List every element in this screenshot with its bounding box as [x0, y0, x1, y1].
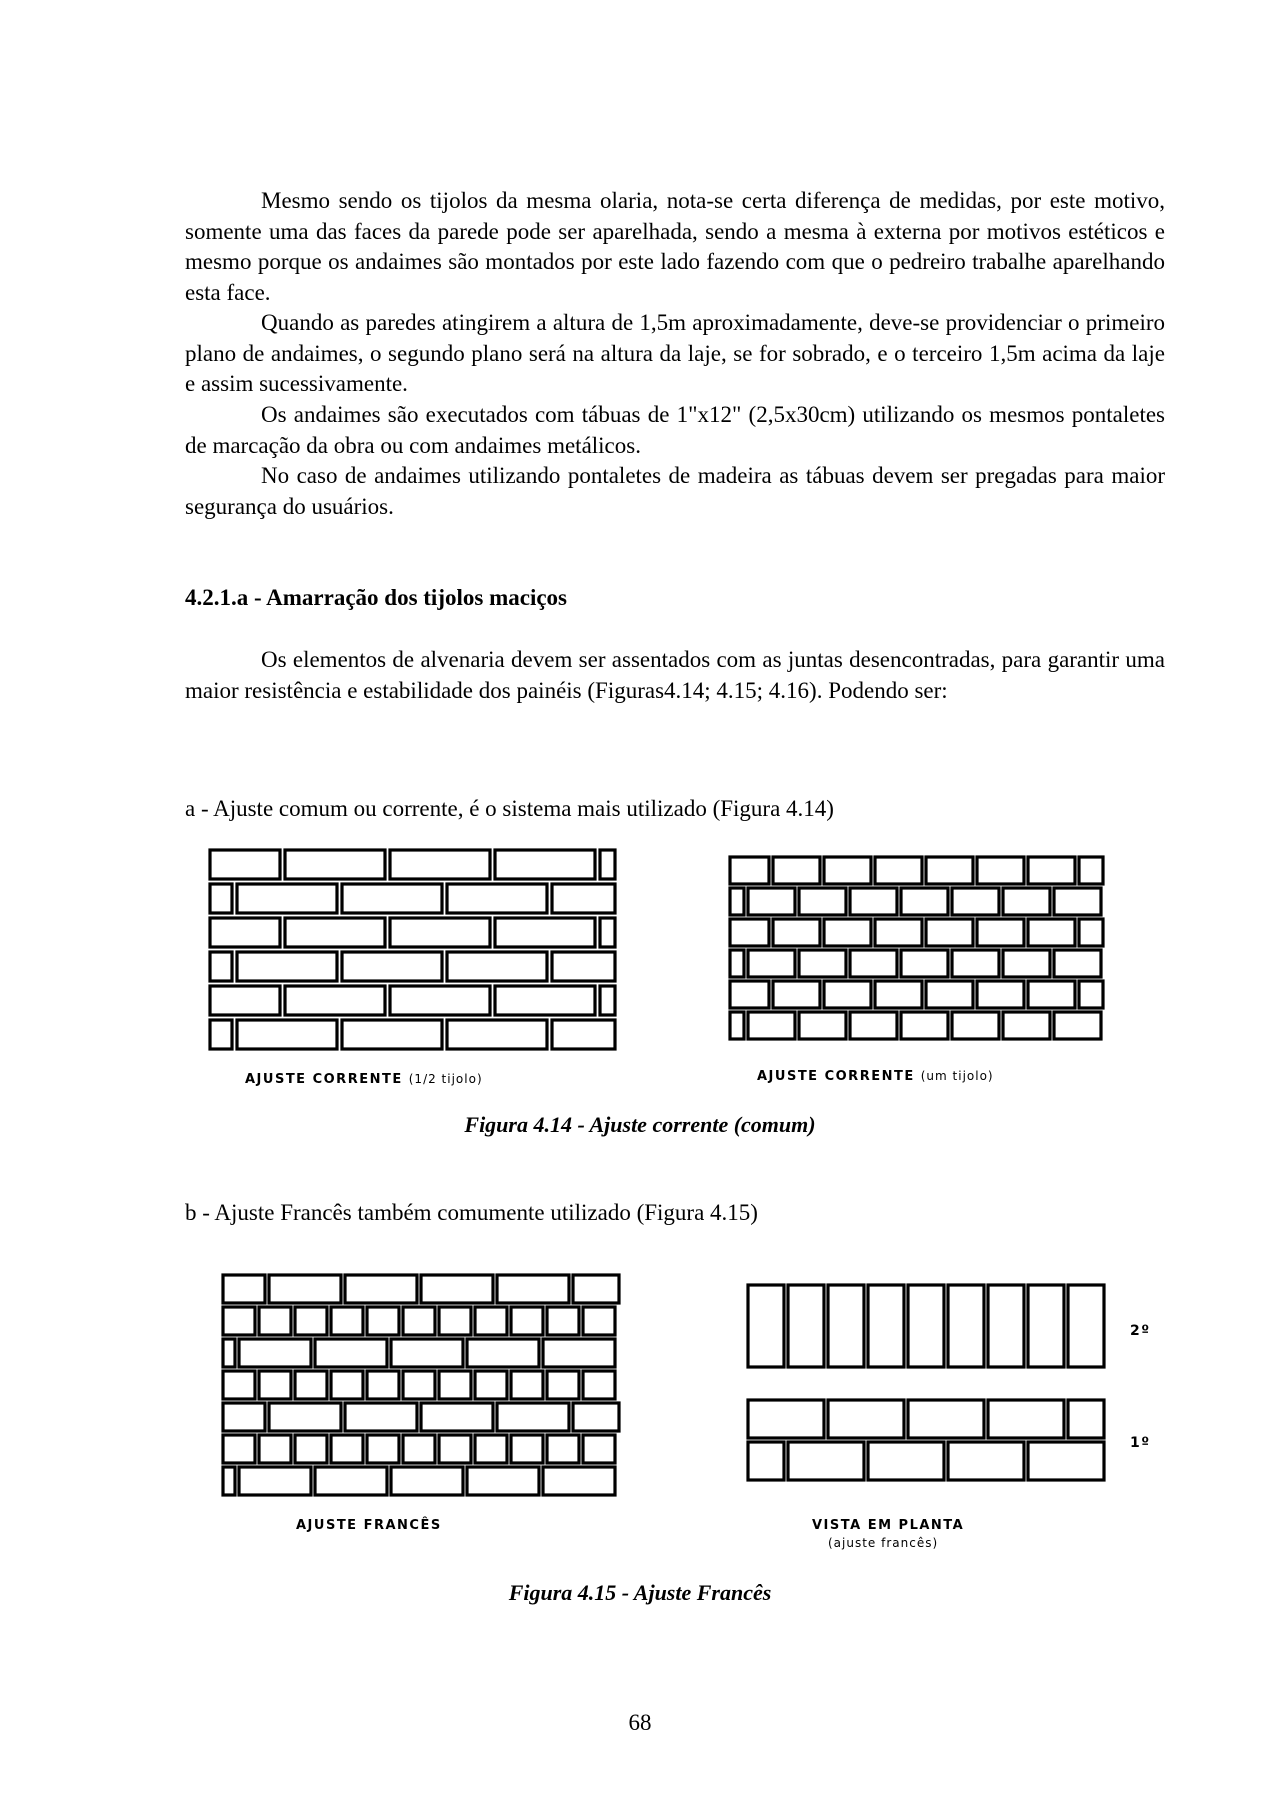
brick [552, 952, 615, 981]
paragraph-andaimes-altura: Quando as paredes atingirem a altura de 1,5m aproximadamente, deve-se providenciar o primeiro plano de andaimes, o segundo plano será na altura da laje, se for sobrado, e o terceiro 1,5m acima da laje e assim sucessivamente. [185, 310, 1165, 396]
brick [210, 918, 280, 947]
stretcher-brick [467, 1467, 539, 1495]
stretcher-brick [223, 1467, 235, 1495]
header-brick [223, 1307, 255, 1335]
header-brick [295, 1371, 327, 1399]
stretcher-brick-plan [948, 1442, 1024, 1480]
brick [824, 919, 871, 946]
stretcher-brick [467, 1339, 539, 1367]
brick [552, 1020, 615, 1049]
brick [748, 888, 795, 915]
brick [730, 981, 769, 1008]
stretcher-brick [269, 1403, 341, 1431]
brick [1003, 1012, 1050, 1039]
brick [447, 1020, 547, 1049]
header-brick-plan [1068, 1285, 1104, 1367]
brick [237, 1020, 337, 1049]
stretcher-brick-plan [908, 1400, 984, 1438]
brick [952, 950, 999, 977]
header-brick-plan [948, 1285, 984, 1367]
header-brick [583, 1435, 615, 1463]
stretcher-brick [497, 1403, 569, 1431]
header-brick [547, 1307, 579, 1335]
figure-415-right-sublabel [828, 1536, 938, 1551]
header-brick-plan [828, 1285, 864, 1367]
brick [1003, 950, 1050, 977]
figure-414-left-label-light: (1/2 tijolo) [408, 1072, 483, 1086]
figure-414-caption: Figura 4.14 - Ajuste corrente (comum) [464, 1112, 816, 1137]
header-brick-plan [748, 1285, 784, 1367]
stretcher-brick [223, 1339, 235, 1367]
list-item-a: a - Ajuste comum ou corrente, é o sistema mais utilizado (Figura 4.14) [185, 796, 834, 821]
stretcher-brick-plan [868, 1442, 944, 1480]
header-brick [403, 1307, 435, 1335]
brick [1079, 919, 1103, 946]
brick [977, 919, 1024, 946]
stretcher-brick [223, 1403, 265, 1431]
header-brick-plan [868, 1285, 904, 1367]
brick [901, 888, 948, 915]
brick [495, 918, 595, 947]
brick [210, 884, 232, 913]
brick [730, 950, 744, 977]
figure-414-left-label [245, 1072, 483, 1087]
stretcher-brick-plan [788, 1442, 864, 1480]
course-2-label: 2º [1130, 1323, 1151, 1339]
header-brick [583, 1371, 615, 1399]
brick [952, 888, 999, 915]
header-brick [367, 1435, 399, 1463]
header-brick [439, 1307, 471, 1335]
figure-414-half-brick-wall [205, 848, 630, 1058]
stretcher-brick-plan [748, 1442, 784, 1480]
section-intro-paragraph: Os elementos de alvenaria devem ser assentados com as juntas desencontradas, para garantir uma maior resistência e estabilidade dos painéis (Figuras4.14; 4.15; 4.16). Podendo ser: [185, 647, 1165, 703]
figure-414-full-brick-wall [725, 855, 1120, 1055]
figure-415-plan-view [738, 1280, 1118, 1505]
stretcher-brick [223, 1275, 265, 1303]
brick [901, 950, 948, 977]
header-brick [511, 1371, 543, 1399]
brick [210, 986, 280, 1015]
brick [926, 857, 973, 884]
header-brick [367, 1307, 399, 1335]
brick [977, 857, 1024, 884]
brick [773, 919, 820, 946]
header-brick [439, 1371, 471, 1399]
header-brick [403, 1435, 435, 1463]
stretcher-brick [315, 1467, 387, 1495]
stretcher-brick [573, 1403, 619, 1431]
brick [875, 919, 922, 946]
brick [977, 981, 1024, 1008]
brick [799, 1012, 846, 1039]
stretcher-brick [421, 1403, 493, 1431]
brick [926, 919, 973, 946]
header-brick-plan [1028, 1285, 1064, 1367]
brick [390, 986, 490, 1015]
brick [237, 884, 337, 913]
header-brick [223, 1371, 255, 1399]
brick [799, 950, 846, 977]
page-number: 68 [628, 1710, 652, 1735]
header-brick [295, 1435, 327, 1463]
figure-414-right-label [757, 1069, 994, 1084]
header-brick [259, 1307, 291, 1335]
brick [773, 981, 820, 1008]
stretcher-brick [239, 1339, 311, 1367]
stretcher-brick [543, 1339, 615, 1367]
header-brick [259, 1371, 291, 1399]
stretcher-brick [239, 1467, 311, 1495]
brick [1003, 888, 1050, 915]
stretcher-brick [497, 1275, 569, 1303]
brick [342, 884, 442, 913]
header-brick [331, 1435, 363, 1463]
brick [390, 918, 490, 947]
header-brick [295, 1307, 327, 1335]
stretcher-brick [315, 1339, 387, 1367]
brick [748, 1012, 795, 1039]
figure-414-right-label-bold: AJUSTE CORRENTE [757, 1069, 915, 1084]
stretcher-brick-plan [1068, 1400, 1104, 1438]
figure-414-right-label-light: (um tijolo) [920, 1069, 994, 1083]
header-brick [475, 1435, 507, 1463]
header-brick [403, 1371, 435, 1399]
brick [1054, 888, 1101, 915]
paragraph-andaimes-pontaletes: No caso de andaimes utilizando pontaletes de madeira as tábuas devem ser pregadas para maior segurança do usuários. [185, 463, 1165, 519]
brick [237, 952, 337, 981]
brick [730, 919, 769, 946]
brick [730, 1012, 744, 1039]
brick [875, 857, 922, 884]
brick [730, 857, 769, 884]
brick [285, 850, 385, 879]
brick [600, 986, 615, 1015]
brick [1028, 919, 1075, 946]
stretcher-brick [391, 1339, 463, 1367]
brick [210, 952, 232, 981]
stretcher-brick [543, 1467, 615, 1495]
header-brick [439, 1435, 471, 1463]
brick [390, 850, 490, 879]
header-brick [331, 1307, 363, 1335]
brick [447, 952, 547, 981]
brick [495, 850, 595, 879]
header-brick [475, 1371, 507, 1399]
paragraph-andaimes-tabuas: Os andaimes são executados com tábuas de 1"x12" (2,5x30cm) utilizando os mesmos pontaletes de marcação da obra ou com andaimes metálicos. [185, 402, 1165, 458]
brick [824, 857, 871, 884]
brick [875, 981, 922, 1008]
header-brick [223, 1435, 255, 1463]
brick [1079, 857, 1103, 884]
header-brick [367, 1371, 399, 1399]
stretcher-brick [391, 1467, 463, 1495]
header-brick-plan [908, 1285, 944, 1367]
header-brick [547, 1371, 579, 1399]
stretcher-brick-plan [988, 1400, 1064, 1438]
figure-415-caption: Figura 4.15 - Ajuste Francês [508, 1580, 772, 1605]
header-brick [583, 1307, 615, 1335]
header-brick-plan [788, 1285, 824, 1367]
brick [1054, 1012, 1101, 1039]
brick [1054, 950, 1101, 977]
brick [952, 1012, 999, 1039]
paragraph-tijolos-medidas: Mesmo sendo os tijolos da mesma olaria, nota-se certa diferença de medidas, por este motivo, somente uma das faces da parede pode ser aparelhada, sendo a mesma à externa por motivos estéticos e mesmo porque os andaimes são montados por este lado fazendo com que o pedreiro trabalhe aparelhando esta face. [185, 188, 1165, 305]
brick [600, 850, 615, 879]
brick [850, 950, 897, 977]
course-1-label: 1º [1130, 1435, 1151, 1451]
stretcher-brick [345, 1403, 417, 1431]
stretcher-brick [345, 1275, 417, 1303]
header-brick [475, 1307, 507, 1335]
header-brick [331, 1371, 363, 1399]
brick [285, 986, 385, 1015]
list-item-b: b - Ajuste Francês também comumente utilizado (Figura 4.15) [185, 1200, 758, 1225]
brick [342, 1020, 442, 1049]
brick [748, 950, 795, 977]
header-brick [511, 1435, 543, 1463]
brick [495, 986, 595, 1015]
brick [447, 884, 547, 913]
header-brick-plan [988, 1285, 1024, 1367]
brick [342, 952, 442, 981]
brick [285, 918, 385, 947]
brick [850, 888, 897, 915]
brick [600, 918, 615, 947]
brick [799, 888, 846, 915]
stretcher-brick [269, 1275, 341, 1303]
header-brick [547, 1435, 579, 1463]
stretcher-brick [421, 1275, 493, 1303]
stretcher-brick-plan [828, 1400, 904, 1438]
figure-414-left-label-bold: AJUSTE CORRENTE [245, 1072, 403, 1087]
brick [1028, 981, 1075, 1008]
brick [773, 857, 820, 884]
figure-415-french-bond-wall [218, 1272, 633, 1502]
header-brick [511, 1307, 543, 1335]
brick [210, 850, 280, 879]
brick [901, 1012, 948, 1039]
section-heading: 4.2.1.a - Amarração dos tijolos maciços [185, 585, 567, 610]
brick [1079, 981, 1103, 1008]
stretcher-brick-plan [1028, 1442, 1104, 1480]
stretcher-brick-plan [748, 1400, 824, 1438]
brick [850, 1012, 897, 1039]
stretcher-brick [573, 1275, 619, 1303]
figure-415-right-sublabel-text: (ajuste francês) [828, 1536, 939, 1550]
brick [824, 981, 871, 1008]
brick [210, 1020, 232, 1049]
brick [1028, 857, 1075, 884]
header-brick [259, 1435, 291, 1463]
brick [552, 884, 615, 913]
figure-415-left-label: AJUSTE FRANCÊS [296, 1518, 442, 1533]
figure-415-right-label: VISTA EM PLANTA [812, 1518, 965, 1533]
brick [730, 888, 744, 915]
brick [926, 981, 973, 1008]
